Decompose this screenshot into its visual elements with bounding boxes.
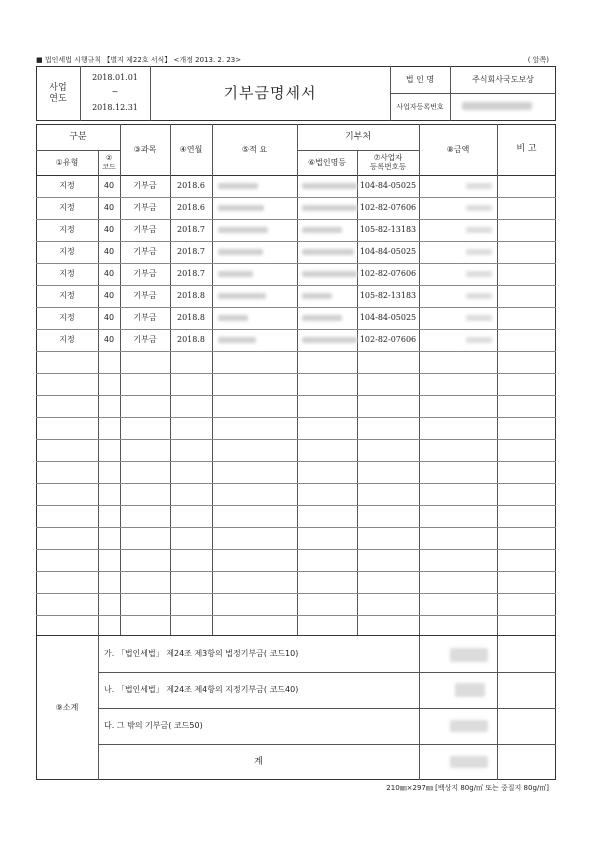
bizno-redacted (462, 102, 532, 110)
summary-redacted (218, 227, 268, 233)
row-account: 기부금 (133, 269, 157, 279)
header-bizno: ⑦사업자 등록번호등 (369, 152, 407, 171)
header-account: ③과목 (133, 144, 157, 154)
corp-name-redacted (302, 271, 357, 277)
row-bizno: 102-82-07606 (359, 269, 417, 279)
row-code: 40 (103, 203, 115, 213)
corp-name-label: 법 인 명 (405, 74, 435, 84)
row-account: 기부금 (133, 247, 157, 257)
corp-name-redacted (302, 293, 332, 299)
summary-redacted (218, 293, 266, 299)
period-end: 2018.12.31 (92, 103, 138, 113)
row-bizno: 104-84-05025 (359, 181, 417, 191)
corp-name-redacted (302, 227, 342, 233)
row-type: 지정 (59, 203, 75, 213)
page-side-note: ( 앞쪽) (527, 56, 549, 64)
summary-redacted (218, 271, 253, 277)
header-note: 비 고 (516, 144, 537, 155)
subtotal-na: 나. 「법인세법」 제24조 제4항의 지정기부금( 코드40) (104, 685, 299, 695)
header-gubun: 구분 (69, 131, 87, 142)
amount-redacted (466, 205, 492, 211)
amount-redacted (466, 227, 492, 233)
summary-redacted (218, 315, 248, 321)
row-date: 2018.8 (177, 291, 205, 301)
header-date: ④연월 (179, 144, 203, 154)
row-code: 40 (103, 225, 115, 235)
row-date: 2018.8 (177, 335, 205, 345)
row-type: 지정 (59, 225, 75, 235)
row-code: 40 (103, 313, 115, 323)
row-code: 40 (103, 335, 115, 345)
row-date: 2018.7 (177, 247, 205, 257)
row-account: 기부금 (133, 225, 157, 235)
header-type: ①유형 (55, 157, 79, 167)
row-date: 2018.6 (177, 203, 205, 213)
row-account: 기부금 (133, 291, 157, 301)
amount-redacted (455, 683, 485, 697)
subtotal-label: ⑨소계 (55, 702, 79, 712)
amount-redacted (450, 756, 488, 768)
summary-redacted (218, 205, 264, 211)
summary-redacted (218, 183, 258, 189)
period-tilde: ~ (111, 87, 119, 97)
row-type: 지정 (59, 247, 75, 257)
row-code: 40 (103, 269, 115, 279)
amount-redacted (466, 315, 492, 321)
bizno-label: 사업자등록번호 (396, 102, 444, 111)
row-type: 지정 (59, 291, 75, 301)
row-type: 지정 (59, 335, 75, 345)
header-summary: ⑤적 요 (241, 144, 268, 154)
corp-name-redacted (302, 205, 357, 211)
header-amount: ⑧금액 (446, 144, 470, 154)
amount-redacted (466, 337, 492, 343)
subtotal-da: 다. 그 밖의 기부금( 코드50) (104, 721, 203, 731)
row-account: 기부금 (133, 335, 157, 345)
row-account: 기부금 (133, 203, 157, 213)
corp-name-redacted (302, 249, 354, 255)
row-date: 2018.6 (177, 181, 205, 191)
row-bizno: 102-82-07606 (359, 203, 417, 213)
row-code: 40 (103, 247, 115, 257)
row-type: 지정 (59, 313, 75, 323)
row-bizno: 105-82-13183 (359, 225, 417, 235)
amount-redacted (466, 293, 492, 299)
corp-name-value: 주식회사국도보상 (472, 74, 534, 84)
row-type: 지정 (59, 269, 75, 279)
row-date: 2018.8 (177, 313, 205, 323)
header-donee: 기부처 (344, 131, 372, 142)
paper-spec: 210㎜×297㎜ [백상지 80g/㎡ 또는 중질지 80g/㎡] (386, 784, 549, 792)
subtotal-ga: 가. 「법인세법」 제24조 제3항의 법정기부금( 코드10) (104, 648, 299, 658)
amount-redacted (466, 271, 492, 277)
summary-redacted (218, 249, 263, 255)
amount-redacted (466, 249, 492, 255)
corp-name-redacted (302, 315, 342, 321)
subtotal-total: 계 (254, 756, 263, 767)
amount-redacted (450, 648, 488, 662)
header-code: ② 코드 (102, 154, 116, 171)
corp-name-redacted (302, 337, 357, 343)
row-bizno: 104-84-05025 (359, 247, 417, 257)
amount-redacted (466, 183, 492, 189)
row-type: 지정 (59, 181, 75, 191)
corp-name-redacted (302, 183, 357, 189)
row-date: 2018.7 (177, 225, 205, 235)
period-start: 2018.01.01 (92, 73, 138, 83)
row-account: 기부금 (133, 181, 157, 191)
row-bizno: 102-82-07606 (359, 335, 417, 345)
form-title: 기부금명세서 (223, 83, 317, 102)
header-corp-name: ⑥법인명등 (307, 157, 347, 167)
row-bizno: 104-84-05025 (359, 313, 417, 323)
row-code: 40 (103, 181, 115, 191)
form-regulation-note: ■ 법인세법 시행규칙 【별지 제22호 서식】 <개정 2013. 2. 23> (36, 56, 242, 64)
row-code: 40 (103, 291, 115, 301)
row-date: 2018.7 (177, 269, 205, 279)
amount-redacted (450, 720, 488, 732)
row-account: 기부금 (133, 313, 157, 323)
period-label: 사업 연도 (49, 83, 67, 104)
summary-redacted (218, 337, 256, 343)
row-bizno: 105-82-13183 (359, 291, 417, 301)
